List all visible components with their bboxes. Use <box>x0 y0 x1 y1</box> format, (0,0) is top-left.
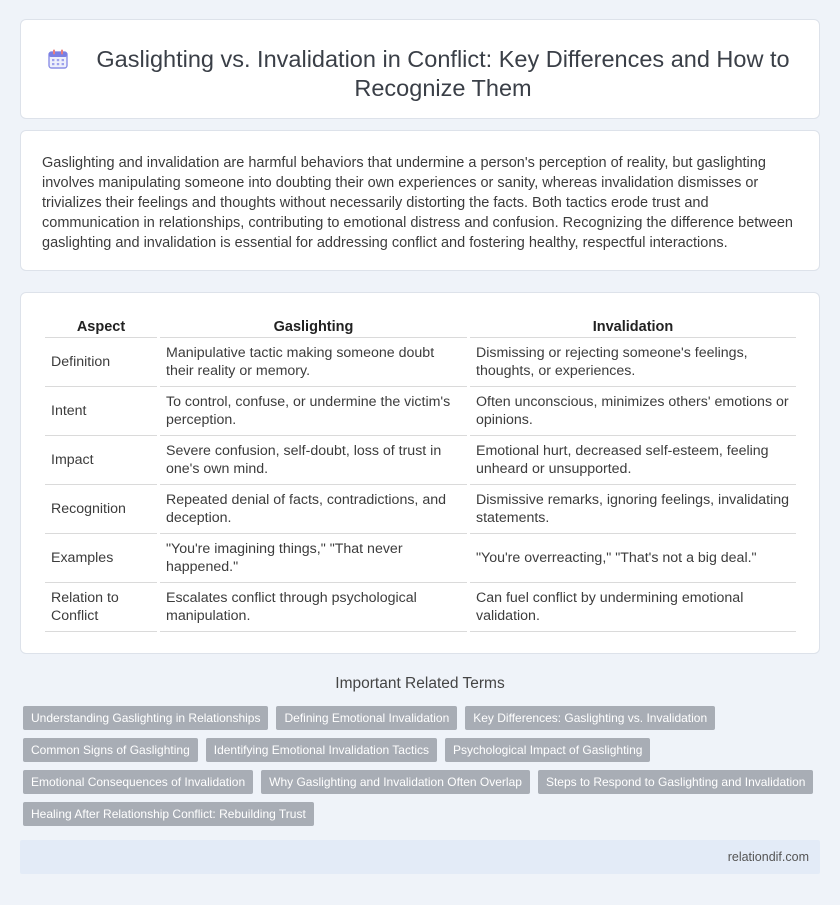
row-gaslighting: Repeated denial of facts, contradictions, and deception. <box>160 485 467 534</box>
table-row <box>45 534 796 583</box>
intro-paragraph: Gaslighting and invalidation are harmful behaviors that undermine a person's perception of reality, but gaslighting involves manipulating someone into doubting their own experiences or sanity, whereas invalidation dismisses or trivializes their feelings and thoughts without necessarily distorting the facts. Both tactics erode trust and communication in relationships, contributing to emotional distress and confusion. Recognizing the difference between gaslighting and invalidation is essential for addressing conflict and fostering healthy, respectful interactions. <box>42 155 793 251</box>
header-gaslighting: Gaslighting <box>160 317 467 338</box>
row-gaslighting: Severe confusion, self-doubt, loss of trust in one's own mind. <box>160 436 467 485</box>
table-row <box>45 436 796 485</box>
row-invalidation: Dismissive remarks, ignoring feelings, invalidating statements. <box>470 485 796 534</box>
table-row <box>45 338 796 387</box>
related-term-tag[interactable]: Common Signs of Gaslighting <box>23 738 198 762</box>
related-terms-heading: Important Related Terms <box>335 675 505 692</box>
table-header-row <box>45 317 796 338</box>
row-gaslighting: To control, confuse, or undermine the victim's perception. <box>160 387 467 436</box>
related-term-tag[interactable]: Psychological Impact of Gaslighting <box>445 738 650 762</box>
row-aspect: Intent <box>45 387 157 436</box>
row-aspect: Definition <box>45 338 157 387</box>
row-invalidation: Can fuel conflict by undermining emotional validation. <box>470 583 796 632</box>
related-term-tag[interactable]: Identifying Emotional Invalidation Tactics <box>206 738 437 762</box>
row-invalidation: Dismissing or rejecting someone's feelings, thoughts, or experiences. <box>470 338 796 387</box>
related-term-tag[interactable]: Understanding Gaslighting in Relationships <box>23 706 268 730</box>
footer-site-link[interactable]: relationdif.com <box>727 850 809 864</box>
row-gaslighting: Manipulative tactic making someone doubt their reality or memory. <box>160 338 467 387</box>
row-aspect: Recognition <box>45 485 157 534</box>
comparison-table-card <box>20 292 820 654</box>
comparison-table <box>42 317 799 632</box>
row-aspect: Examples <box>45 534 157 583</box>
row-invalidation: Emotional hurt, decreased self-esteem, feeling unheard or unsupported. <box>470 436 796 485</box>
row-gaslighting: Escalates conflict through psychological manipulation. <box>160 583 467 632</box>
row-invalidation: "You're overreacting," "That's not a big deal." <box>470 534 796 583</box>
page-title: Gaslighting vs. Invalidation in Conflict: Key Differences and How to Recognize Them <box>96 46 790 101</box>
table-row <box>45 583 796 632</box>
row-aspect: Impact <box>45 436 157 485</box>
related-term-tag[interactable]: Defining Emotional Invalidation <box>276 706 457 730</box>
title-card <box>20 19 820 119</box>
footer <box>20 840 820 874</box>
row-invalidation: Often unconscious, minimizes others' emotions or opinions. <box>470 387 796 436</box>
table-row <box>45 485 796 534</box>
header-aspect: Aspect <box>45 317 157 338</box>
related-term-tag[interactable]: Why Gaslighting and Invalidation Often Overlap <box>261 770 530 794</box>
related-terms-list <box>23 706 823 834</box>
row-gaslighting: "You're imagining things," "That never happened." <box>160 534 467 583</box>
intro-card <box>20 130 820 271</box>
table-row <box>45 387 796 436</box>
related-term-tag[interactable]: Steps to Respond to Gaslighting and Invalidation <box>538 770 814 794</box>
related-term-tag[interactable]: Key Differences: Gaslighting vs. Invalidation <box>465 706 715 730</box>
row-aspect: Relation to Conflict <box>45 583 157 632</box>
related-term-tag[interactable]: Emotional Consequences of Invalidation <box>23 770 253 794</box>
header-invalidation: Invalidation <box>470 317 796 338</box>
related-term-tag[interactable]: Healing After Relationship Conflict: Rebuilding Trust <box>23 802 314 826</box>
